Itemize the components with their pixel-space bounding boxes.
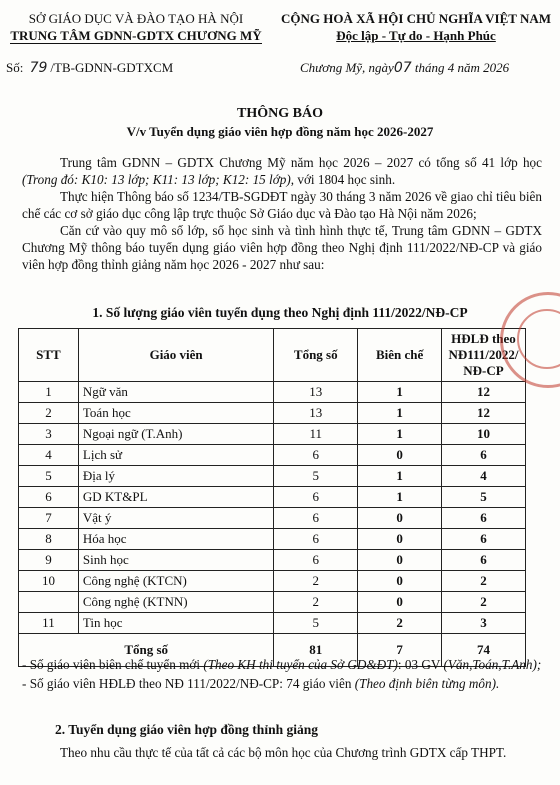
cell-total: 5: [274, 466, 358, 487]
cell-total: 6: [274, 508, 358, 529]
cell-contract: 6: [442, 529, 526, 550]
cell-permanent: 1: [358, 382, 442, 403]
table-row: [19, 613, 526, 634]
cell-total: 2: [274, 571, 358, 592]
cell-total: 13: [274, 403, 358, 424]
cell-total: 6: [274, 529, 358, 550]
cell-total: 11: [274, 424, 358, 445]
national-heading: [274, 10, 558, 44]
cell-contract: 4: [442, 466, 526, 487]
cell-permanent: 0: [358, 508, 442, 529]
cell-subject: Sinh học: [78, 550, 273, 571]
notes-block: [22, 656, 542, 694]
cell-subject: Lịch sử: [78, 445, 273, 466]
cell-subject: Địa lý: [78, 466, 273, 487]
cell-stt: 2: [19, 403, 79, 424]
note-2: - Số giáo viên HĐLĐ theo NĐ 111/2022/NĐ-CP: 74 giáo viên (Theo định biên từng môn).: [22, 676, 500, 691]
seal-inner-ring: [517, 309, 560, 369]
paragraph-3: Căn cứ vào quy mô số lớp, số học sinh và tình hình thực tế, Trung tâm GDNN – GDTX Chương Mỹ thông báo tuyển dụng giáo viên hợp đồng theo Nghị định 111/2022/NĐ-CP và giáo viên hợp đồng thỉnh giảng năm học 2026 - 2027 như sau:: [22, 223, 542, 272]
cell-total: 6: [274, 550, 358, 571]
total-contract: 74: [442, 634, 526, 667]
cell-permanent: 0: [358, 550, 442, 571]
cell-stt: 4: [19, 445, 79, 466]
total-label: Tổng số: [19, 634, 274, 667]
center-name: TRUNG TÂM GDNN-GDTX CHƯƠNG MỸ: [10, 28, 262, 43]
cell-subject: Ngữ văn: [78, 382, 273, 403]
cell-total: 13: [274, 382, 358, 403]
date-line: Chương Mỹ, ngày07 tháng 4 năm 2026: [300, 60, 510, 76]
issuer-block: [6, 10, 266, 44]
table-header-row: [19, 329, 526, 382]
paragraph-2: Thực hiện Thông báo số 1234/TB-SGDĐT ngày 30 tháng 3 năm 2026 về giao chỉ tiêu biên chế các cơ sở giáo dục công lập trực thuộc Sở Giáo dục và Đào tạo Hà Nội năm 2026;: [22, 189, 542, 221]
cell-permanent: 2: [358, 613, 442, 634]
col-header-permanent: Biên chế: [358, 329, 442, 382]
cell-stt: 7: [19, 508, 79, 529]
total-permanent: 7: [358, 634, 442, 667]
table-row: [19, 550, 526, 571]
cell-permanent: 1: [358, 466, 442, 487]
cell-stt: 6: [19, 487, 79, 508]
cell-total: 2: [274, 592, 358, 613]
col-header-stt: STT: [19, 329, 79, 382]
cell-contract: 5: [442, 487, 526, 508]
cell-contract: 6: [442, 445, 526, 466]
table-row: [19, 466, 526, 487]
cell-subject: Vật ý: [78, 508, 273, 529]
cell-total: 6: [274, 487, 358, 508]
national-motto: Độc lập - Tự do - Hạnh Phúc: [336, 28, 496, 43]
cell-stt: 5: [19, 466, 79, 487]
cell-contract: 6: [442, 550, 526, 571]
handwritten-number: 79: [29, 60, 48, 76]
cell-permanent: 1: [358, 424, 442, 445]
table-row: [19, 487, 526, 508]
cell-permanent: 0: [358, 571, 442, 592]
col-header-total: Tổng số: [274, 329, 358, 382]
cell-permanent: 0: [358, 529, 442, 550]
cell-subject: Công nghệ (KTCN): [78, 571, 273, 592]
cell-stt: 11: [19, 613, 79, 634]
cell-stt: 9: [19, 550, 79, 571]
cell-subject: Hóa học: [78, 529, 273, 550]
table-row: [19, 403, 526, 424]
cell-contract: 10: [442, 424, 526, 445]
col-header-contract: HĐLĐ theo NĐ111/2022/ NĐ-CP: [442, 329, 526, 382]
cell-stt: 3: [19, 424, 79, 445]
cell-total: 6: [274, 445, 358, 466]
cell-total: 5: [274, 613, 358, 634]
cell-contract: 12: [442, 382, 526, 403]
cell-subject: Tin học: [78, 613, 273, 634]
document-number: Số: 79 /TB-GDNN-GDTXCM: [6, 60, 174, 76]
cell-permanent: 1: [358, 403, 442, 424]
section-2-heading: 2. Tuyển dụng giáo viên hợp đồng thỉnh giảng: [55, 722, 318, 737]
cell-stt: 1: [19, 382, 79, 403]
col-header-teacher: Giáo viên: [78, 329, 273, 382]
cell-permanent: 0: [358, 592, 442, 613]
cell-permanent: 1: [358, 487, 442, 508]
table-row: [19, 592, 526, 613]
cell-contract: 2: [442, 592, 526, 613]
cell-subject: Ngoại ngữ (T.Anh): [78, 424, 273, 445]
table-row: [19, 382, 526, 403]
table-row: [19, 571, 526, 592]
body-paragraphs: [22, 154, 542, 273]
total-count: 81: [274, 634, 358, 667]
note-1: - Số giáo viên biên chế tuyển mới (Theo KH thi tuyển của Sở GD&ĐT): 03 GV (Văn,Toán,T.Anh);: [22, 657, 542, 672]
cell-contract: 6: [442, 508, 526, 529]
table-row: [19, 445, 526, 466]
republic-name: CỘNG HOÀ XÃ HỘI CHỦ NGHĨA VIỆT NAM: [280, 11, 552, 26]
table-row: [19, 508, 526, 529]
document-subtitle: V/v Tuyển dụng giáo viên hợp đồng năm học 2026-2027: [126, 124, 434, 139]
section-2-body: Theo nhu cầu thực tế của tất cả các bộ môn học của Chương trình GDTX cấp THPT.: [60, 745, 507, 760]
paragraph-1: Trung tâm GDNN – GDTX Chương Mỹ năm học 2026 – 2027 có tổng số 41 lớp học (Trong đó: K10: 13 lớp; K11: 13 lớp; K12: 15 lớp), với 1804 học sinh.: [22, 155, 542, 187]
cell-subject: Toán học: [78, 403, 273, 424]
cell-stt: 8: [19, 529, 79, 550]
staffing-table: [18, 328, 526, 667]
table-row: [19, 529, 526, 550]
cell-contract: 3: [442, 613, 526, 634]
cell-contract: 2: [442, 571, 526, 592]
cell-permanent: 0: [358, 445, 442, 466]
document-title: THÔNG BÁO: [237, 106, 323, 121]
cell-contract: 12: [442, 403, 526, 424]
cell-stt: 10: [19, 571, 79, 592]
table-row: [19, 424, 526, 445]
agency-name: SỞ GIÁO DỤC VÀ ĐÀO TẠO HÀ NỘI: [28, 11, 244, 26]
cell-subject: Công nghệ (KTNN): [78, 592, 273, 613]
cell-subject: GD KT&PL: [78, 487, 273, 508]
cell-stt: [19, 592, 79, 613]
section-1-heading: 1. Số lượng giáo viên tuyển dụng theo Nghị định 111/2022/NĐ-CP: [92, 305, 468, 320]
handwritten-day: 07: [393, 60, 412, 76]
